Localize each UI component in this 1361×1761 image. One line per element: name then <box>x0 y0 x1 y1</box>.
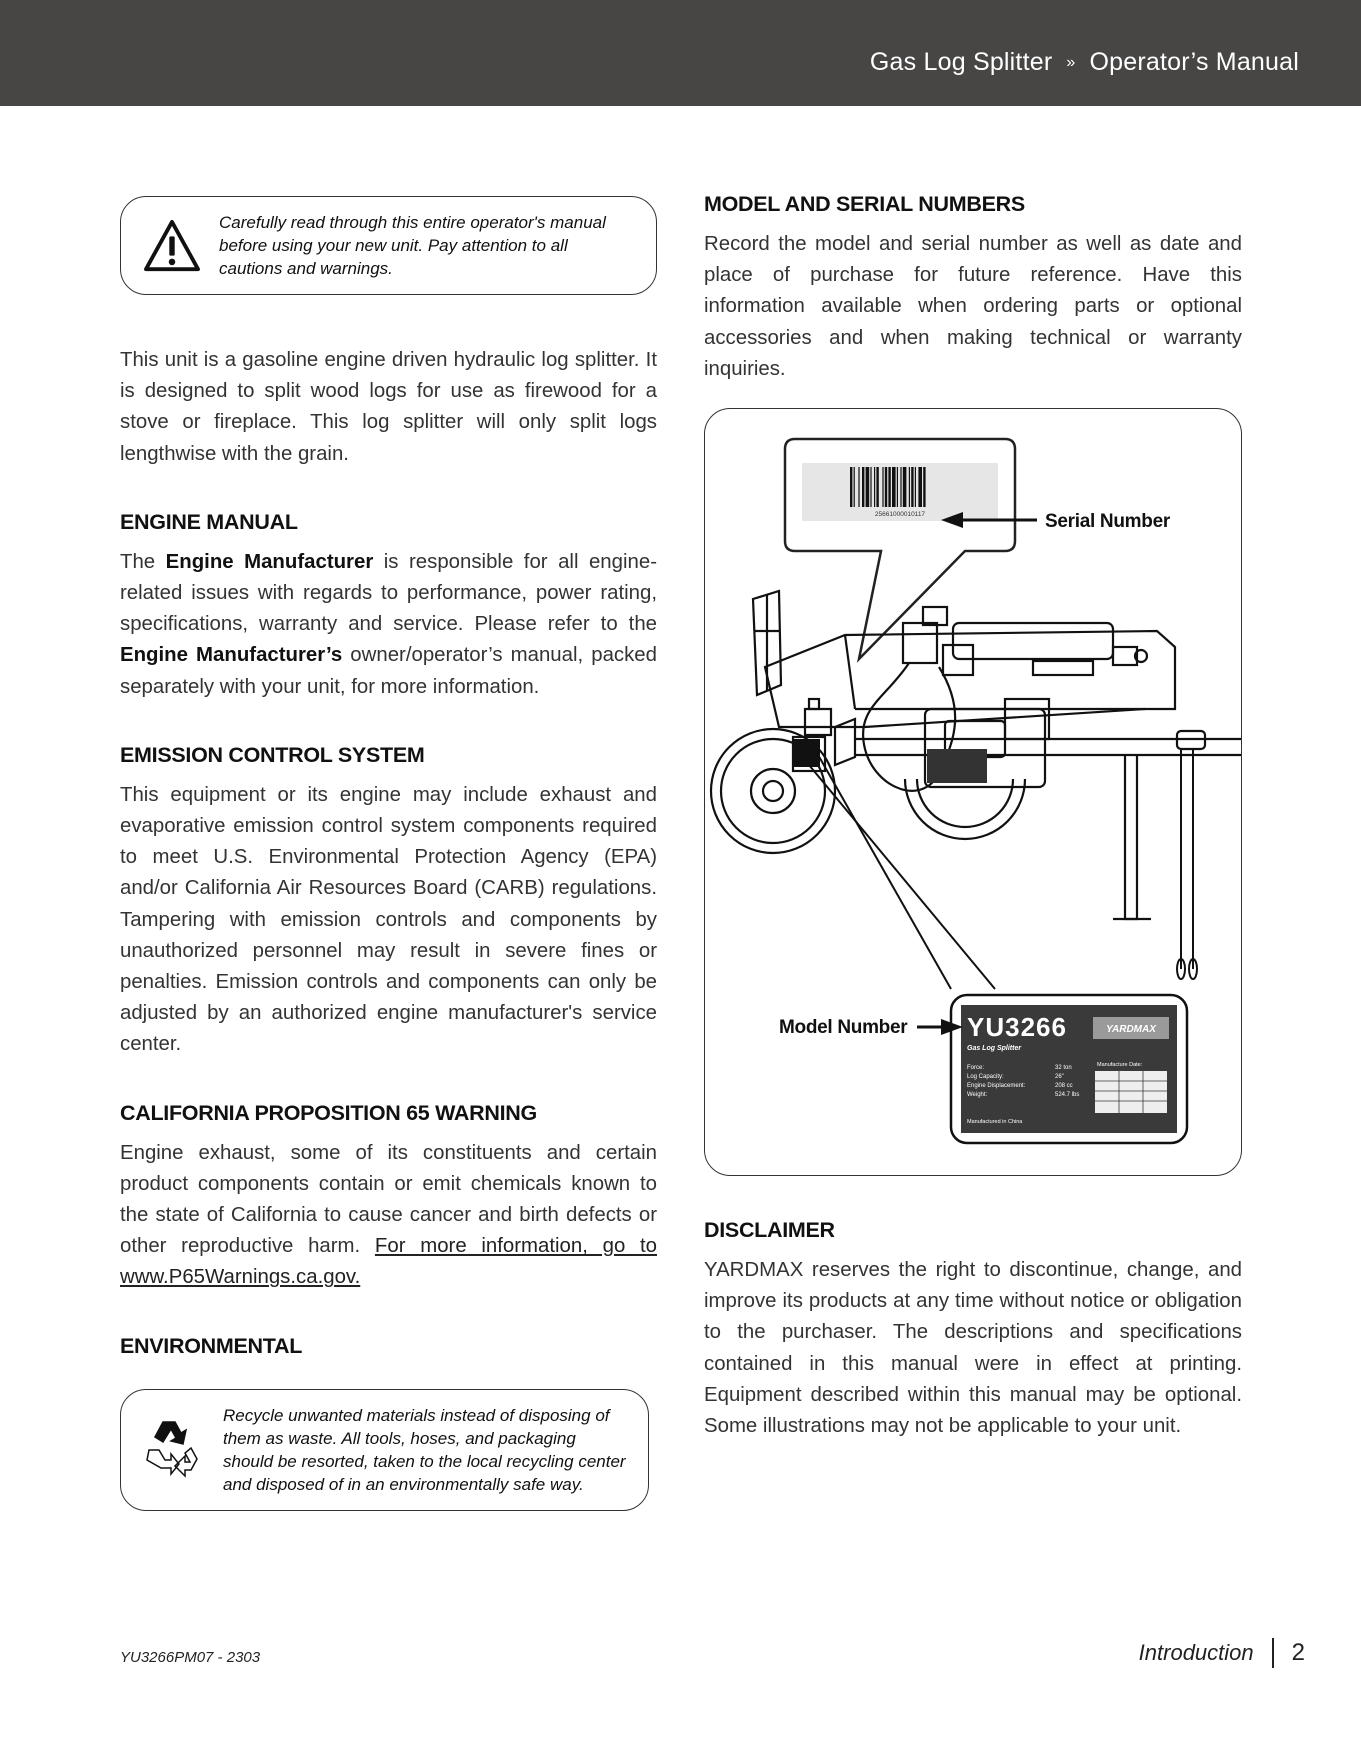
barcode-bar <box>870 467 871 507</box>
barcode-bar <box>892 467 896 507</box>
plate-brand: YARDMAX <box>1106 1024 1156 1035</box>
page-number: 2 <box>1291 1639 1305 1666</box>
prop65-heading: CALIFORNIA PROPOSITION 65 WARNING <box>120 1100 537 1125</box>
serial-callout-box <box>785 439 1015 659</box>
plate-spec-value: 26" <box>1055 1074 1064 1080</box>
model-serial-figure <box>704 408 1242 1176</box>
plate-spec-value: 32 ton <box>1055 1065 1072 1071</box>
recycle-icon <box>141 1414 205 1486</box>
plate-spec-key: Log Capacity: <box>967 1074 1004 1080</box>
engine-manufacturers-bold: Engine Manufacturer’s <box>120 644 343 667</box>
barcode-bar <box>923 467 925 507</box>
plate-spec-value: 208 cc <box>1055 1083 1073 1089</box>
prop65-paragraph: Engine exhaust, some of its constituents and certain product components contain or emit chemicals known to the state of California to cause cancer and birth defects or other reproductive harm. For more information, go to www.P65Warnings.ca.gov. <box>120 1141 657 1289</box>
recycle-text: Recycle unwanted materials instead of disposing of them as waste. All tools, hoses, and packaging should be resorted, taken to the local recycling center and disposed of in an environmentally safe way. <box>223 1405 626 1494</box>
model-number-label: Model Number <box>779 1017 908 1038</box>
plate-model-number: YU3266 <box>967 1012 1067 1042</box>
p65-warnings-link[interactable]: For more information, go to www.P65Warnings.ca.gov. <box>120 1235 657 1289</box>
engine-manufacturer-bold: Engine Manufacturer <box>165 550 374 573</box>
barcode-bar <box>866 467 870 507</box>
barcode-bar <box>850 467 852 507</box>
right-column <box>704 192 1242 385</box>
barcode-bar <box>858 467 859 507</box>
barcode-bar <box>918 467 922 507</box>
read-manual-callout <box>120 196 657 295</box>
disclaimer-heading: DISCLAIMER <box>704 1218 835 1242</box>
warning-triangle-icon <box>143 219 201 273</box>
model-leader-2 <box>817 753 951 989</box>
barcode-bar <box>911 467 913 507</box>
barcode-bar <box>885 467 887 507</box>
plate-subtitle: Gas Log Splitter <box>967 1045 1022 1052</box>
safety-chains <box>1177 749 1197 979</box>
plate-made-in: Manufactured in China <box>967 1119 1023 1125</box>
engine-manual-paragraph: The Engine Manufacturer is responsible for all engine-related issues with regards to performance, power rating, specifications, warranty and service. Please refer to the Engine Manufacturer’s owner/operator’s manual, packed separately with your unit, for more information. <box>120 550 657 698</box>
recycle-callout <box>120 1389 649 1511</box>
engine-block <box>927 749 987 783</box>
engine-manual-heading: ENGINE MANUAL <box>120 509 298 534</box>
model-leader-1 <box>809 765 995 989</box>
header-separator: » <box>1066 53 1076 71</box>
plate-spec-value: 524.7 lbs <box>1055 1092 1080 1098</box>
barcode-number: 25661000010117 <box>874 511 926 518</box>
serial-number-label: Serial Number <box>1045 511 1170 532</box>
model-serial-paragraph: Record the model and serial number as well as date and place of purchase for future reference. Have this information available when ordering parts or optional accessories and when making technical or warranty inquiries. <box>704 233 1242 380</box>
plate-mfg-date-label: Manufacture Date: <box>1097 1062 1143 1068</box>
disclaimer-section <box>704 1218 1242 1442</box>
barcode-bar <box>897 467 898 507</box>
header-product: Gas Log Splitter <box>869 48 1053 76</box>
barcode-bar <box>903 467 907 507</box>
plate-date-grid <box>1095 1071 1167 1113</box>
barcode-bar <box>876 467 878 507</box>
intro-paragraph: This unit is a gasoline engine driven hydraulic log splitter. It is designed to split wood logs for use as firewood for a stove or fireplace. This log splitter will only split logs lengthwise with the grain. <box>120 349 657 465</box>
model-serial-heading: MODEL AND SERIAL NUMBERS <box>704 192 1025 216</box>
barcode-bar <box>909 467 910 507</box>
barcode-bar <box>854 467 855 507</box>
footer-doc-code: YU3266PM07 - 2303 <box>120 1649 261 1666</box>
barcode-bar <box>862 467 864 507</box>
emission-heading: EMISSION CONTROL SYSTEM <box>120 742 425 767</box>
footer-section: Introduction <box>1138 1640 1254 1665</box>
header-document: Operator’s Manual <box>1089 48 1299 76</box>
barcode-bar <box>900 467 901 507</box>
barcode-bar <box>888 467 890 507</box>
footer-page-info <box>1139 1638 1305 1668</box>
header-title <box>870 48 1299 77</box>
plate-spec-key: Engine Displacement: <box>967 1083 1026 1089</box>
barcode-bar <box>915 467 916 507</box>
read-manual-text: Carefully read through this entire operator's manual before using your new unit. Pay attention to all cautions and warnings. <box>219 213 606 278</box>
header-bar <box>0 0 1361 106</box>
barcode-bar <box>882 467 883 507</box>
footer-divider <box>1272 1638 1274 1668</box>
log-splitter-illustration <box>705 409 1242 1176</box>
engine-plate-mark <box>794 739 820 767</box>
environmental-heading: ENVIRONMENTAL <box>120 1333 303 1358</box>
barcode-bar <box>874 467 875 507</box>
emission-paragraph: This equipment or its engine may include exhaust and evaporative emission control system components required to meet U.S. Environmental Protection Agency (EPA) and/or California Air Resources Board (CARB) regulations. Tampering with emission controls and components by unauthorized personnel may result in severe fines or penalties. Emission controls and components can only be adjusted by an authorized engine manufacturer's service center. <box>120 783 657 1056</box>
left-column <box>120 196 657 1511</box>
plate-spec-key: Weight: <box>967 1092 988 1098</box>
plate-spec-key: Force: <box>967 1065 985 1071</box>
disclaimer-paragraph: YARDMAX reserves the right to discontinue, change, and improve its products at any time without notice or obligation to the purchaser. The descriptions and specifications contained in this manual were in effect at printing. Equipment described within this manual may be optional. Some illustrations may not be applicable to your unit. <box>704 1259 1242 1438</box>
